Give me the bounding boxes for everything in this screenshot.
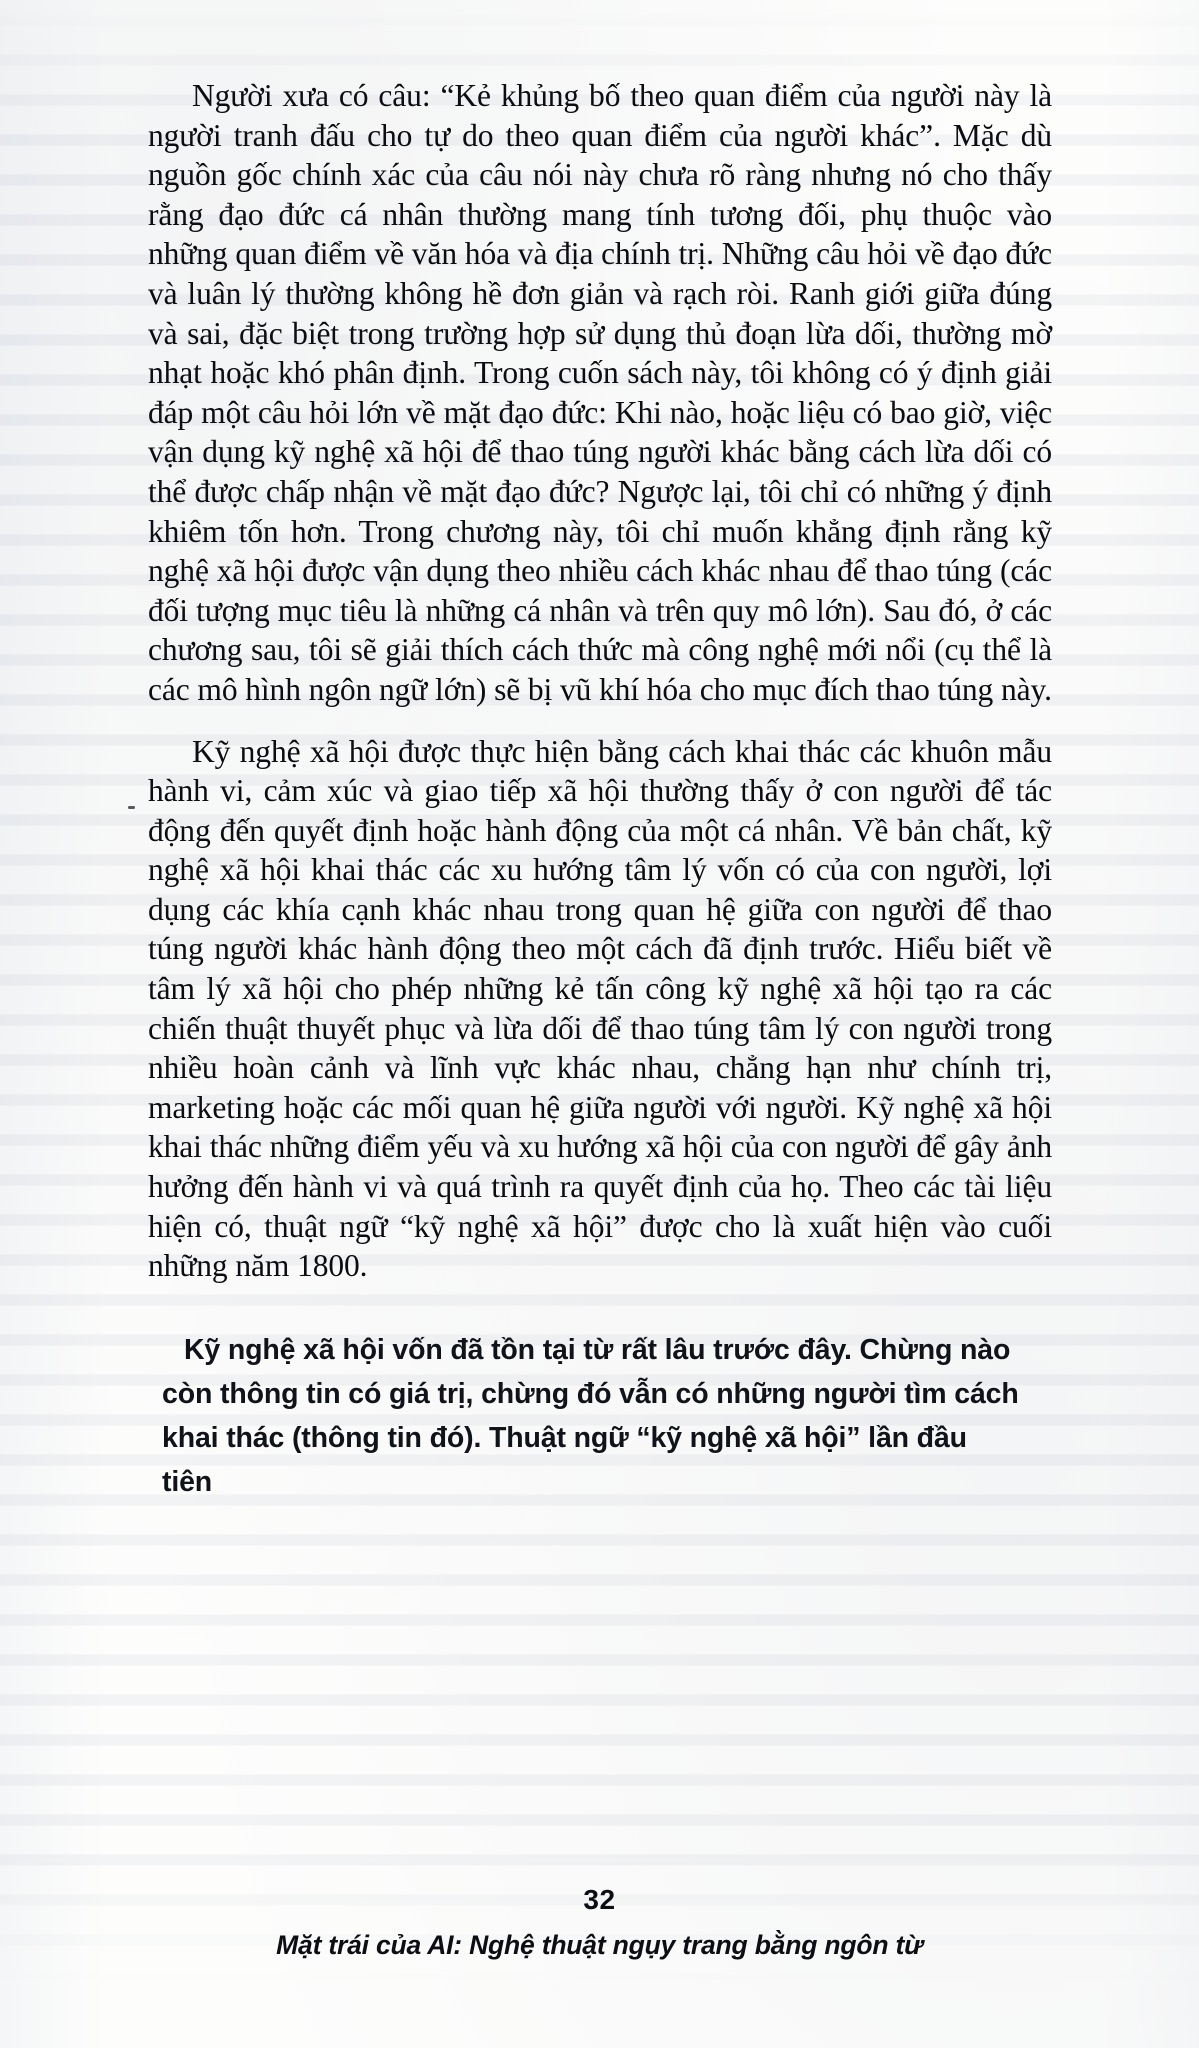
callout-block (148, 1328, 1052, 1504)
margin-ink-speck (128, 806, 135, 809)
page-footer (0, 1884, 1199, 1961)
body-paragraph-1: Người xưa có câu: “Kẻ khủng bố theo quan điểm của người này là người tranh đấu cho tự do theo quan điểm của người khác”. Mặc dù nguồn gốc chính xác của câu nói này chưa rõ ràng nhưng nó cho thấy rằng đạo đức cá nhân thường mang tính tương đối, phụ thuộc vào những quan điểm về văn hóa và địa chính trị. Những câu hỏi về đạo đức và luân lý thường không hề đơn giản và rạch ròi. Ranh giới giữa đúng và sai, đặc biệt trong trường hợp sử dụng thủ đoạn lừa dối, thường mờ nhạt hoặc khó phân định. Trong cuốn sách này, tôi không có ý định giải đáp một câu hỏi lớn về mặt đạo đức: Khi nào, hoặc liệu có bao giờ, việc vận dụng kỹ nghệ xã hội để thao túng người khác bằng cách lừa dối có thể được chấp nhận về mặt đạo đức? Ngược lại, tôi chỉ có những ý định khiêm tốn hơn. Trong chương này, tôi chỉ muốn khẳng định rằng kỹ nghệ xã hội được vận dụng theo nhiều cách khác nhau để thao túng (các đối tượng mục tiêu là những cá nhân và trên quy mô lớn). Sau đó, ở các chương sau, tôi sẽ giải thích cách thức mà công nghệ mới nổi (cụ thể là các mô hình ngôn ngữ lớn) sẽ bị vũ khí hóa cho mục đích thao túng này. (148, 78, 1052, 707)
page-content (148, 76, 1052, 1504)
body-paragraph-2: Kỹ nghệ xã hội được thực hiện bằng cách khai thác các khuôn mẫu hành vi, cảm xúc và giao tiếp xã hội thường thấy ở con người để tác động đến quyết định hoặc hành động của một cá nhân. Về bản chất, kỹ nghệ xã hội khai thác các xu hướng tâm lý vốn có của con người, lợi dụng các khía cạnh khác nhau trong quan hệ giữa con người để thao túng người khác hành động theo một cách đã định trước. Hiểu biết về tâm lý xã hội cho phép những kẻ tấn công kỹ nghệ xã hội tạo ra các chiến thuật thuyết phục và lừa dối để thao túng tâm lý con người trong nhiều hoàn cảnh và lĩnh vực khác nhau, chẳng hạn như chính trị, marketing hoặc các mối quan hệ giữa người với người. Kỹ nghệ xã hội khai thác những điểm yếu và xu hướng xã hội của con người để gây ảnh hưởng đến hành vi và quá trình ra quyết định của họ. Theo các tài liệu hiện có, thuật ngữ “kỹ nghệ xã hội” được cho là xuất hiện vào cuối những năm 1800. (148, 733, 1052, 1284)
page-number: 32 (583, 1884, 616, 1915)
running-book-title: Mặt trái của AI: Nghệ thuật ngụy trang bằng ngôn từ (276, 1930, 923, 1960)
callout-paragraph-1: Kỹ nghệ xã hội vốn đã tồn tại từ rất lâu trước đây. Chừng nào còn thông tin có giá trị, chừng đó vẫn có những người tìm cách khai thác (thông tin đó). Thuật ngữ “kỹ nghệ xã hội” lần đầu tiên (162, 1333, 1019, 1498)
